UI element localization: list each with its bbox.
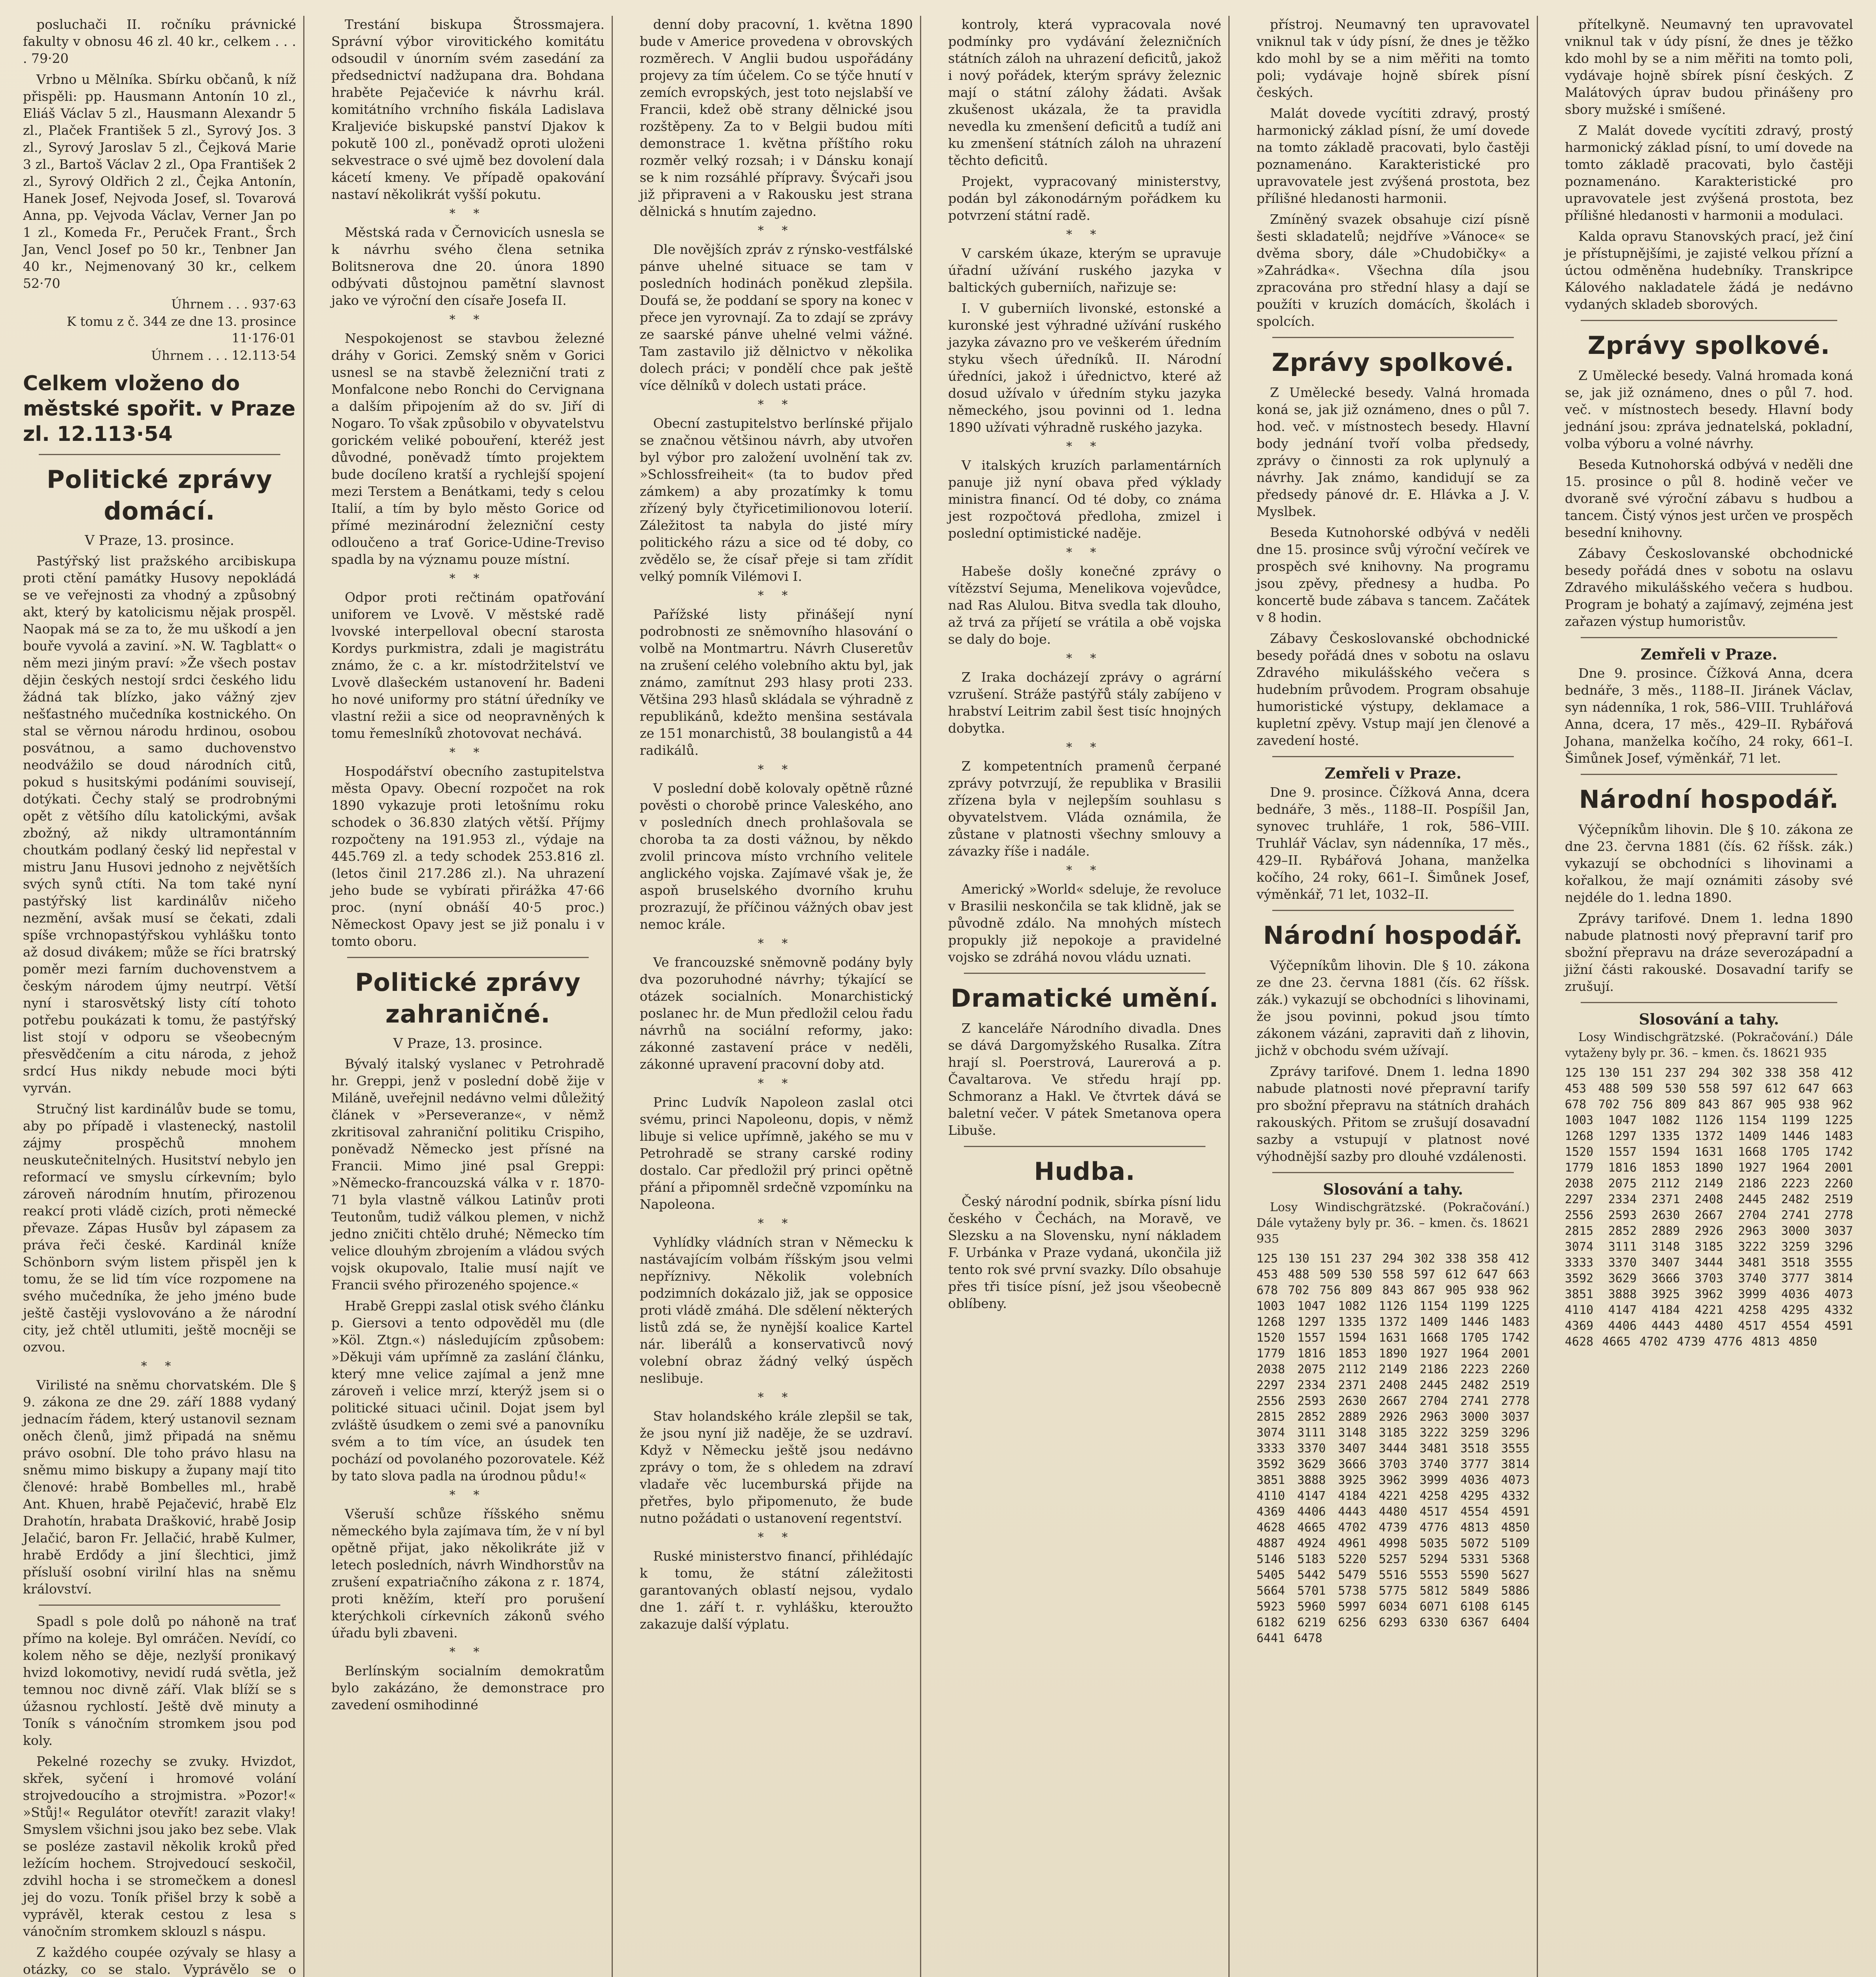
article-paragraph: Z kanceláře Národního divadla. Dnes se dává Dargomyžského Rusalka. Zítra hrají sl. Poerstrová, Laurerová a p. Čavaltarova. Ve středu hrají pp. Schmoranz a Hakl. Ve čtvrtek dává se baletní večer. V pátek Smetanova opera Libuše. [948, 1021, 1221, 1138]
divider [1272, 337, 1514, 338]
article-paragraph: Pařížské listy přinášejí nyní podrobnosti ze sněmovního hlasování o volbě na Montmartru. Návrh Cluseretův na zrušení celého volebního aktu byl, jak známo, zamítnut 293 hlasy proti 233. Většina 293 hlasů skládala se výhradně z republikánů, kdežto menšina sestávala ze 151 monarchistů, 38 boulangistů a 44 radikálů. [640, 607, 913, 758]
section-title-foreign: Politické zprávy zahraničné. [355, 968, 581, 1028]
article-paragraph: V italských kruzích parlamentárních panuje již nyní obava před výklady ministra financí. Od té doby, co známa jest rozpočtová předloha, zmizel i poslední optimistické naděje. [948, 457, 1221, 541]
article-paragraph: Český národní podnik, sbírka písní lidu českého v Čechách, na Moravě, ve Slezsku a na Slovensku, nyní nákladem F. Urbánka v Praze vydaná, ukončila již tento rok své první svazky. Dílo obsahuje přes tři tisíce písní, jež jsou všeobecně oblíbeny. [948, 1194, 1221, 1311]
separator-stars: * * [449, 1645, 487, 1659]
divider [1581, 637, 1837, 638]
article-paragraph: Projekt, vypracovaný ministerstvy, podán byl zákonodárným pořádkem ku potvrzení státní radě. [948, 174, 1221, 223]
section-subtitle-deaths: Zemřeli v Praze. [1640, 645, 1778, 663]
article-paragraph: Zábavy Českoslovanské obchodnické besedy pořádá dnes v sobotu na oslavu Zdravého mikulášského večera s hudbou. Program je bohatý a zajímavý, zejména jest zařazen výstup humoristův. [1565, 546, 1853, 629]
article-paragraph: Americký »World« sdeluje, že revoluce v Brasilii neskončila se tak klidně, jak se původně zdálo. Na mnohých místech propukly již nepokoje a pravidelné vojsko se zdráhá novou vládu uznati. [948, 881, 1221, 965]
divider [347, 957, 589, 958]
article-paragraph: V carském úkaze, kterým se upravuje úřadní užívání ruského jazyka v baltických guberniích, nařizuje se: [948, 246, 1221, 295]
dateline: V Praze, 13. prosince. [85, 533, 234, 548]
article-paragraph: Zprávy tarifové. Dnem 1. ledna 1890 nabude platnosti nový přepravní tarif pro sbožní přepravu na dráze severozápadní a jižní části rakouské. Dosavadní tarify se zrušují. [1565, 911, 1853, 994]
lottery-numbers: 125 130 151 237 294 302 338 358 412 453 488 509 530 558 597 612 647 663 678 702 756 809 843 867 905 938 962 1003 1047 1082 1126 1154 1199 1225 1268 1297 1335 1372 1409 1446 1483 1520 1557 1594 1631 1668 1705 1742 1779 1816 1853 1890 1927 1964 2001 2038 2075 2112 2149 2186 2223 2260 2297 2334 2371 2408 2445 2482 2519 2556 2593 2630 2667 2704 2741 2778 2815 2852 2889 2926 2963 3000 3037 3074 3111 3148 3185 3222 3259 3296 3333 3370 3407 3444 3481 3518 3555 3592 3629 3666 3703 3740 3777 3814 3851 3888 3925 3962 3999 4036 4073 4110 4147 4184 4221 4258 4295 4332 4369 4406 4443 4480 4517 4554 4591 4628 4665 4702 4739 4776 4813 4850 [1565, 1066, 1853, 1349]
separator-stars: * * [1066, 546, 1103, 559]
article-paragraph: Dne 9. prosince. Čížková Anna, dcera bednáře, 3 měs., 1188–II. Jiránek Václav, syn nádenníka, 1 rok, 586–VIII. Truhlářová Anna, dcera, 17 měs., 429–II. Rybářová Johana, manželka kočího, 24 roky, 661–I. Šimůnek Josef, výměnkář, 71 let. [1565, 665, 1853, 766]
lottery-intro: Losy Windischgrätzské. (Pokračování.) Dále vytaženy byly pr. 36. – kmen. čs. 18621 935 [1565, 1030, 1853, 1060]
article-paragraph: Z Iraka docházejí zprávy o agrární vzrušení. Stráže pastýřů stály zabíjeno v hrabství Leitrim zabil šest tisíc hnojných dobytka. [948, 669, 1221, 736]
section-title-music: Hudba. [1034, 1157, 1135, 1186]
article-paragraph: Stav holandského krále zlepšil se tak, že jsou nyní již naděje, že se uzdraví. Když v Německu ještě jsou nedávno zprávy o tom, že s ohledem na zdraví vladaře věc lucemburská přijde na přetřes, bylo připomenuto, že bude nutno požádati o ustanovení regentství. [640, 1408, 913, 1526]
divider [964, 1146, 1205, 1147]
article-paragraph: Dne 9. prosince. Čížková Anna, dcera bednáře, 3 měs., 1188–II. Pospíšil Jan, synovec truhláře, 1 rok, 586–VIII. Truhlář Václav, syn nádenníka, 17 měs., 429–II. Rybářová Johana, manželka kočího, 24 roky, 661–I. Šimůnek Josef, výměnkář, 71 let, 1032–II. [1256, 784, 1530, 902]
divider [39, 1605, 280, 1606]
separator-stars: * * [1066, 741, 1103, 754]
article-paragraph: Výčepníkům lihovin. Dle § 10. zákona ze dne 23. června 1881 (čís. 62 říšsk. zák.) vykazují se obchodníci s lihovinami a kořalkou, že mají oznámiti zásoby své nejdéle do 1. ledna 1890. [1565, 822, 1853, 905]
section-title-domestic: Politické zprávy domácí. [46, 465, 273, 525]
article-paragraph: Habeše došly konečné zprávy o vítězství Sejuma, Menelikova vojevůdce, nad Ras Alulou. Bitva svedla tak dlouho, až trvá za příjetí se vrátila a obě vojska se daly do boje. [948, 563, 1221, 647]
section-title-clubs: Zprávy spolkové. [1271, 348, 1515, 377]
article-paragraph: Malát dovede vycítiti zdravý, prostý harmonický základ písní, že umí dovede na tomto základě pracovati, bylo častěji poznamenáno. Karakteristické pro upravovatele jest zvýšená prostota, bez přílišné hledanosti harmonii. [1256, 106, 1530, 206]
column-1 [16, 16, 304, 1977]
section-title-economy: Národní hospodář. [1579, 785, 1839, 814]
article-paragraph: Obecní zastupitelstvo berlínské přijalo se značnou většinou návrh, aby utvořen byl výbor pro založení uvolnění tak zv. »Schlossfreiheit« (ta to budov před zámkem) a aby prozatímky k tomu zřízený byly čtyřicetimilionovou loterií. Záležitost ta nabyla do jisté míry politického rázu a sice od té doby, co zvědělo se, že císař přeje si tam zřídit velký pomník Vilémovi I. [640, 416, 913, 584]
article-paragraph: Beseda Kutnohorské odbývá v neděli dne 15. prosince svůj výroční večírek ve prospěch své knihovny. Na programu jsou zpěvy, přednesy a hudba. Po koncertě bude zábava s tancem. Začátek v 8 hodin. [1256, 525, 1530, 625]
separator-stars: * * [449, 746, 487, 760]
article-paragraph: Ve francouzské sněmovně podány byly dva pozoruhodné návrhy; týkající se otázek socialních. Monarchistický poslanec hr. de Mun předložil celou řadu návrhů na sociální reformy, jako: zákonné zastavení práce v neděli, zákonné upravení pracovní doby atd. [640, 954, 913, 1072]
article-paragraph: kontroly, která vypracovala nové podmínky pro vydávání železničních státních záloh na uhrazení deficitů, jakož i nový pořádek, kterým správy železnic mají o státní zálohy žádati. Avšak zkušenost ukázala, že ta pravidla nevedla ku zmenšení deficitů a tudíž ani ku zmenšení státních záloh na uhrazení těchto deficitů. [948, 17, 1221, 168]
separator-stars: * * [141, 1359, 178, 1373]
section-subtitle-lottery: Slosování a tahy. [1323, 1180, 1463, 1198]
separator-stars: * * [1066, 652, 1103, 665]
article-paragraph: Z Umělecké besedy. Valná hromada koná se, jak již oznámeno, dnes o půl 7. hod. več. v místnostech besedy. Hlavní body jednání tvoří volba předsedy, zprávy o činnosti za rok uplynulý a návrhy. Jak známo, kandidují se za předsedy pánové dr. E. Hlávka a J. V. Myslbek. [1256, 385, 1530, 519]
article-paragraph: Berlínským socialním demokratům bylo zakázáno, že demonstrace pro zavedení osmihodinné [331, 1663, 605, 1712]
separator-stars: * * [758, 1217, 795, 1230]
divider [1581, 774, 1837, 775]
divider [1272, 910, 1514, 911]
article-paragraph: Trestání biskupa Štrossmajera. Správní výbor virovitického komitátu odsoudil v únorním svém zasedání za předsednictví nadžupana dra. Bohdana hraběte Pejačeviće k návrhu král. komitátního vrchního fiskála Ladislava Kraljeviće biskupské panství Djakov k pokutě 100 zl., poněvadž oproti uloženi sekvestrace o své ujmě bez dovolení dala kácetí kmeny. Ve případě opakování nastaví několikrát vyšší pokutu. [331, 17, 605, 202]
article-paragraph: Odpor proti rečtinám opatřování uniforem ve Lvově. V městské radě lvovské interpelloval obecní starosta Kordys purkmistra, zdali je magistrátu známo, že c. a kr. místodržitelství ve Lvově dlašeckém ustanovení hr. Badeni ho nové uniformy pro státní úředníky ve vlastní režii a sice od neopravněných k tomu řemeslníků zhotovovat nechává. [331, 590, 605, 741]
divider [1272, 1172, 1514, 1173]
separator-stars: * * [449, 207, 487, 221]
lottery-numbers: 125 130 151 237 294 302 338 358 412 453 488 509 530 558 597 612 647 663 678 702 756 809 843 867 905 938 962 1003 1047 1082 1126 1154 1199 1225 1268 1297 1335 1372 1409 1446 1483 1520 1557 1594 1631 1668 1705 1742 1779 1816 1853 1890 1927 1964 2001 2038 2075 2112 2149 2186 2223 2260 2297 2334 2371 2408 2445 2482 2519 2556 2593 2630 2667 2704 2741 2778 2815 2852 2889 2926 2963 3000 3037 3074 3111 3148 3185 3222 3259 3296 3333 3370 3407 3444 3481 3518 3555 3592 3629 3666 3703 3740 3777 3814 3851 3888 3925 3962 3999 4036 4073 4110 4147 4184 4221 4258 4295 4332 4369 4406 4443 4480 4517 4554 4591 4628 4665 4702 4739 4776 4813 4850 4887 4924 4961 4998 5035 5072 5109 5146 5183 5220 5257 5294 5331 5368 5405 5442 5479 5516 5553 5590 5627 5664 5701 5738 5775 5812 5849 5886 5923 5960 5997 6034 6071 6108 6145 6182 6219 6256 6293 6330 6367 6404 6441 6478 [1256, 1252, 1530, 1645]
article-paragraph: denní doby pracovní, 1. května 1890 bude v Americe provedena v obrovských rozměrech. V Anglii budou uspořádány projevy za tím účelem. Co se týče hnutí v zemích evropských, jest toto nejslabší ve Francii, kdež obě strany dělnické jsou rozštěpeny. Za to v Belgii budou míti demonstrace 1. května příštího roku rozměr velký rozsah; i v Dánsku konají se k nim rozsáhlé přípravy. Švýcaři jsou již připraveni a v Rakousku jest strana dělnická s hnutím zajedno. [640, 17, 913, 219]
separator-stars: * * [1066, 440, 1103, 454]
section-title-clubs: Zprávy spolkové. [1587, 331, 1831, 360]
divider [1581, 320, 1837, 321]
column-2 [324, 16, 613, 1977]
article-paragraph: Hospodářství obecního zastupitelstva města Opavy. Obecní rozpočet na rok 1890 vykazuje proti letošnímu roku schodek o 36.830 zlatých větší. Příjmy rozpočteny na 191.953 zl., výdaje na 445.769 zl. a tedy schodek 253.816 zl. (letos činil 217.286 zl.). Na uhrazení jeho bude se vybírati přirážka 47·66 proc. (nyní obnáší 40·5 proc.) Německost Opavy jest se již ponalu i v tomto oboru. [331, 764, 605, 949]
separator-stars: * * [758, 589, 795, 603]
article-paragraph: Ruské ministerstvo financí, přihlédajíc k tomu, že státní záležitosti garantovaných oblastí nejsou, vydalo dne 1. září t. r. vyhlášku, kteroužto zakazuje další výplatu. [640, 1548, 913, 1632]
article-paragraph: Hrabě Greppi zaslal otisk svého článku p. Giersovi a tento odpověděl mu (dle »Köl. Ztgn.«) následujícím způsobem: »Děkuji vám upřímně za zaslání článku, který mne velice zajímal a jenž mne zároveň i velice mrzí, kterýž jsem si o politické situaci učinil. Dojat jsem byl zvláště úsudkem o zemi své a panovníku svém a to tím více, an úsudek ten pochází od povolaného pozorovatele. Kéž by tato slova padla na úrodnou půdu!« [331, 1298, 605, 1484]
section-subtitle-lottery: Slosování a tahy. [1639, 1010, 1779, 1028]
article-paragraph: Všeruší schůze říšského sněmu německého byla zajímava tím, že v ní byl opětně přijat, jako několikráte již v letech posledních, návrh Windhorstův na zrušení expatriačního zákona z r. 1874, proti kněžím, kteří pro porušení kterýchkoli církevních zákonů svého úřadu byli zbaveni. [331, 1506, 605, 1641]
article-paragraph: Dle novějších zpráv z rýnsko-vestfálské pánve uhelné situace se tam v posledních hodinách poněkud zlepšila. Doufá se, že poddaní se spory na konec v přece jen vyrovnají. Za to zdají se zprávy ze saarské pánve uhelné velmi vážné. Tam zastavilo již dělnictvo v několika dolech práci; v pondělí chce pak ještě více dělníků v dolech ustati práce. [640, 242, 913, 393]
article-paragraph: Zprávy tarifové. Dnem 1. ledna 1890 nabude platnosti nové přepravní tarify pro sbožní přepravu na státních drahách rakouských. Přitom se zrušují dosavadní sazby a vstupují v platnost nové výhodnější sazby pro dlouhé vzdálenosti. [1256, 1064, 1530, 1164]
separator-stars: * * [449, 313, 487, 327]
article-paragraph: Spadl s pole dolů po náhoně na trať přímo na koleje. Byl omráčen. Nevídí, co kolem něho se děje, nezlyší pronikavý hvizd lokomotivy, nevidí rudá světla, jež temnou noc divně září. Vlak blíží se s úžasnou rychlostí. Ještě dvě minuty a Toník s vánočním stromkem jsou pod koly. [23, 1614, 296, 1748]
separator-stars: * * [449, 572, 487, 586]
article-paragraph: Výčepníkům lihovin. Dle § 10. zákona ze dne 23. června 1881 (čís. 62 říšsk. zák.) vykazují se obchodníci s lihovinami, že jsou povinni, pokud jsou tímto zákonem vázáni, zapraviti daň z lihovin, jichž v obchodu svém užívají. [1256, 958, 1530, 1058]
lottery-intro: Losy Windischgrätzské. (Pokračování.) Dále vytaženy byly pr. 36. – kmen. čs. 18621 935 [1256, 1200, 1530, 1246]
separator-stars: * * [1066, 864, 1103, 877]
total-heading: Celkem vloženo do městské spořit. v Praze zl. 12.113·54 [23, 372, 296, 446]
separator-stars: * * [758, 398, 795, 412]
separator-stars: * * [758, 763, 795, 777]
column-4 [941, 16, 1230, 1977]
article-paragraph: Zmíněný svazek obsahuje cizí písně šesti skladatelů; nejdříve »Vánoce« se dvěma sbory, dále »Chudobičky« a »Zahrádka«. Všechna díla jsou zpracována pro střední hlasy a dají se použíti v kruzích domácích, školách i spolcích. [1256, 212, 1530, 329]
divider [1581, 1002, 1837, 1003]
section-title-drama: Dramatické umění. [950, 984, 1219, 1013]
article-paragraph: Z každého coupée ozývaly se hlasy a otázky, co se stalo. Vyprávělo se o [23, 1945, 296, 1977]
separator-stars: * * [758, 224, 795, 238]
sum-line-1: Úhrnem . . . 937·63 [171, 297, 296, 312]
divider [964, 973, 1205, 974]
column-3 [633, 16, 921, 1977]
article-paragraph: Beseda Kutnohorská odbývá v neděli dne 15. prosince o půl 8. hodině večer ve dvoraně své výroční zábavu s hudbou a tancem. Čistý výnos jest určen ve prospěch besední knihovny. [1565, 457, 1853, 540]
article-paragraph: Princ Ludvík Napoleon zaslal otci svému, princi Napoleonu, dopis, v němž libuje si velice upřímně, jakého se mu v Petrohradě se strany carské rodiny dostalo. Car předložil prý princi opětně přání a připomněl srdečně vzpomínku na Napoleona. [640, 1094, 913, 1212]
column-5 [1249, 16, 1538, 1977]
divider [1272, 756, 1514, 757]
article-paragraph: Stručný list kardinálův bude se tomu, aby po případě i vlastenecký, nastolil zájmy prospěchů mnohem neuskutečnitelných. Husitství nebylo jen reformací ve smyslu církevním; bylo zároveň národním hnutím, přirozenou reakcí proti vládě cizích, proti německé převaze. Zápas Husův byl zápasem za práva řeči české. Kardinál kníže Schönborn svým listem přispěl jen k tomu, že se lid tím více rozpomene na svého mučedníka, že jeho jméno bude ještě častěji vyslovováno a že národní city, jež chtěl utlumiti, ještě mocněji se ozvou. [23, 1101, 296, 1355]
separator-stars: * * [758, 1531, 795, 1544]
article-paragraph: Bývalý italský vyslanec v Petrohradě hr. Greppi, jenž v poslední době žije v Miláně, uveřejnil nedávno velmi důležitý článek v »Perseveranze«, v němž zkritisoval zahraniční politiku Crispiho, poněvadž Německo jest přísné na Francii. Mimo jiné psal Greppi: »Německo-francouzská válka v r. 1870-71 byla vlastně válkou Latinův proti Teutonům, tudiž válkou plemen, v nichž jedno zničiti chtělo druhé; Německo tím velice dlouhým zbrojením a vládou svých vojsk okupovalo, Italie musí najít ve Francii svého přirozeného spojence.« [331, 1056, 605, 1293]
column-6 [1558, 16, 1860, 1977]
dateline: V Praze, 13. prosince. [393, 1036, 543, 1051]
article-paragraph: přístroj. Neumavný ten upravovatel vniknul tak v údy písní, že dnes je těžko kdo mohl by se a nim měřiti na tomto poli; vydávaje hojně sbírek písní českých. [1256, 17, 1530, 100]
divider [39, 454, 280, 455]
article-paragraph: Kalda opravu Stanovských prací, jež činí je přístupnějšími, je zajisté velkou přízní a úctou odměněna hudebníky. Transkripce Kálového nakladatele žádá je nedávno vydaných skladeb sborových. [1565, 229, 1853, 312]
article-paragraph: Zábavy Českoslovanské obchodnické besedy pořádá dnes v sobotu na oslavu Zdravého mikulášského večera s hudebním průvodem. Program obsahuje humoristické výstupy, deklamace a kupletní zpěvy. Vstup mají jen členové a zavedení hosté. [1256, 631, 1530, 748]
donor-list-2: Vrbno u Mělníka. Sbírku občanů, k níž přispěli: pp. Hausmann Antonín 10 zl., Eliáš Václav 5 zl., Hausmann Alexandr 5 zl., Plaček František 5 zl., Syrový Jos. 3 zl., Syrový Jaroslav 5 zl., Čejková Marie 3 zl., Bartoš Václav 2 zl., Opa František 2 zl., Syrový Oldřich 2 zl., Čejka Antonín, Hanek Josef, Nejvoda Josef, sl. Tovarová Anna, pp. Vejvoda Václav, Verner Jan po 1 zl., Komeda Fr., Peruček Frant., Šrch Jan, Vencl Josef po 50 kr., Tenbner Jan 40 kr., Nejmenovaný 30 kr., celkem 52·70 [23, 72, 296, 291]
separator-stars: * * [1066, 228, 1103, 242]
article-paragraph: Městská rada v Černovicích usnesla se k návrhu svého člena setnika Bolitsnerova dne 20. února 1890 odbývati důstojnou pamětní slavnost jako ve výroční den císaře Josefa II. [331, 225, 605, 308]
article-paragraph: Pekelné rozechy se zvuky. Hvizdot, skřek, syčení i hromové volání strojvedoucího a strojmistra. »Pozor!« »Stůj!« Regulátor otevřít! zarazit vlaky! Smyslem všichni jsou jako bez sebe. Vlak se posléze zastavil několik kroků před ležícím hochem. Strojvedoucí seskočil, zdvihl hocha i se stromečkem a donesl jej do vozu. Toník přišel brzy k sobě a vyprávěl, kterak cestou z lesa s vánočním stromkem sklouzl s náspu. [23, 1754, 296, 1939]
article-paragraph: Vyhlídky vládních stran v Německu k nastávajícím volbám říšským jsou velmi nepříznivy. Několik volebních podzimních dokázalo již, jak se opposice proti vládě zmáhá. Dle sdělení některých listů zdá se, že nynější koalice Kartel nár. liberálů a konservativců nový volební obraz žádný velký úspěch neslibuje. [640, 1234, 913, 1386]
article-paragraph: Pastýřský list pražského arcibiskupa proti ctění památky Husovy nepokládá se ve veřejnosti za vhodný a způsobný akt, který by katolicismu nějak prospěl. Naopak má se za to, že mu uškodí a jen bouře vyvolá a zaviní. »N. W. Tagblatt« o něm mezi jiným praví: »Že všech postav dějin českých nestojí srdci českého lidu žádná tak blízko, jako vážný zjev nešťastného mučedníka kostnického. On stal se věrnou národu hrdinou, osobou posvátnou, a samo duchovenstvo neodvážilo se doud národních citů, pokud s husitskými podáními souvisejí, dotýkati. Čechy stalý se prodrobnými opět z většího dílu katolickými, avšak zbožný, až nikdy ultramontánním choutkám podlaný český lid nepřestal v mistru Janu Husovi jednoho z největších svých synů ctíti. Na tom také nyní pastýřský list kardinálův ničeho nezmění, avšak musí se čekati, zdali spíše vrchnopastýřskou vyhlášku tonto až dosud divákem; může se říci bratrský poměr mezi farním duchovenstvem a českým národem újmy neutrpí. Větší nyní i starosvětský listy cítí tohoto potřebu poukázati k tomu, že pastýřský list stojí v odporu se všeobecným přesvědčením a citu národa, z jehož srdcí Hus nikdy nebude moci býti vyrván. [23, 553, 296, 1096]
article-paragraph: Z Malát dovede vycítiti zdravý, prostý harmonický základ písní, to umí dovede na tomto základě pracovati, bylo častěji poznamenáno. Karakteristické pro upravovatele jest zvýšená prostota, bez přílišné hledanosti v harmonii a modulaci. [1565, 123, 1853, 223]
separator-stars: * * [758, 937, 795, 951]
article-paragraph: Virilisté na sněmu chorvatském. Dle § 9. zákona ze dne 29. září 1888 vydaný jednacím řádem, který ustanovil seznam oněch členů, jimž připadá na sněmu právo osobní. Dle toho právo hlasu na sněmu mimo biskupy a župany mají tito členové: hrabě Bombelles ml., hrabě Ant. Khuen, hrabě Pejačević, hrabě Elz Drahotín, hrabata Drašković, hrabě Josip Jelačić, baron Fr. Jellačić, hrabě Kulmer, hrabě Erdődy a jiní šlechtici, jimž přísluší osobní virilní hlas na sněmu království. [23, 1377, 296, 1597]
article-paragraph: I. V guberniích livonské, estonské a kuronské jest výhradné užívání ruského jazyka závazno pro ve veškerém úředním styku všech úředníků. II. Národní úředníci, jakož i úřednictvo, které až dosud užívalo v úředním styku jazyka německého, jsou povinni od 1. ledna 1890 užívati výhradně ruského jazyka. [948, 301, 1221, 435]
donor-list-1: posluchači II. ročníku právnické fakulty v obnosu 46 zl. 40 kr., celkem . . . . 79·20 [23, 17, 296, 66]
article-paragraph: přítelkyně. Neumavný ten upravovatel vniknul tak v údy písní, že dnes je těžko kdo mohl by se a nim měřiti na tomto poli, vydávaje hojně sbírek písní českých. Z Malátových úprav budou přinášeny pro sbory mužské i smíšené. [1565, 17, 1853, 117]
section-subtitle-deaths: Zemřeli v Praze. [1324, 764, 1462, 782]
sum-line-3: Úhrnem . . . 12.113·54 [151, 348, 296, 363]
section-title-economy: Národní hospodář. [1263, 921, 1523, 950]
separator-stars: * * [449, 1488, 487, 1502]
separator-stars: * * [758, 1391, 795, 1404]
article-paragraph: Nespokojenost se stavbou železné dráhy v Gorici. Zemský sněm v Gorici usnesl se na stavbě železniční trati z Monfalcone nebo Ronchi do Cervignana a dalším připojením až do sv. Jiří di Nogaro. To však způsobilo v obyvatelstvu gorickém veliké pobouření, kteréž jest důvodné, poněvadž tímto projektem bude docíleno kratší a rychlejší spojení mezi Terstem a Benátkami, tedy s celou Italií, a tím by bylo město Gorice od přímé mezinárodní železniční cesty odloučeno a trať Gorice-Udine-Treviso spadla by na významu pouze místní. [331, 331, 605, 567]
separator-stars: * * [758, 1077, 795, 1091]
article-paragraph: Z kompetentních pramenů čerpané zprávy potvrzují, že republika v Brasilii zřízena byla v nejlepším souhlasu s obyvatelstvem. Vláda oznámila, že zůstane v platnosti všechny smlouvy a závazky říše i nadále. [948, 758, 1221, 859]
sum-line-2: K tomu z č. 344 ze dne 13. prosince 11·176·01 [66, 314, 296, 346]
article-paragraph: V poslední době kolovaly opětně různé pověsti o chorobě prince Valeského, ano v posledních dnech prohlašovala se choroba ta za dosti vážnou, by někdo zvolil princova místo vrchního velitele anglického vojska. Zajímavé však je, že aspoň bruselského dvorního kruhu prozrazují, že příčinou vážných obav jest nemoc krále. [640, 781, 913, 932]
article-paragraph: Z Umělecké besedy. Valná hromada koná se, jak již oznámeno, dnes o půl 7. hod. več. v místnostech besedy. Hlavní body jednání jsou: zpráva jednatelská, pokladní, volba výboru a volné návrhy. [1565, 368, 1853, 451]
